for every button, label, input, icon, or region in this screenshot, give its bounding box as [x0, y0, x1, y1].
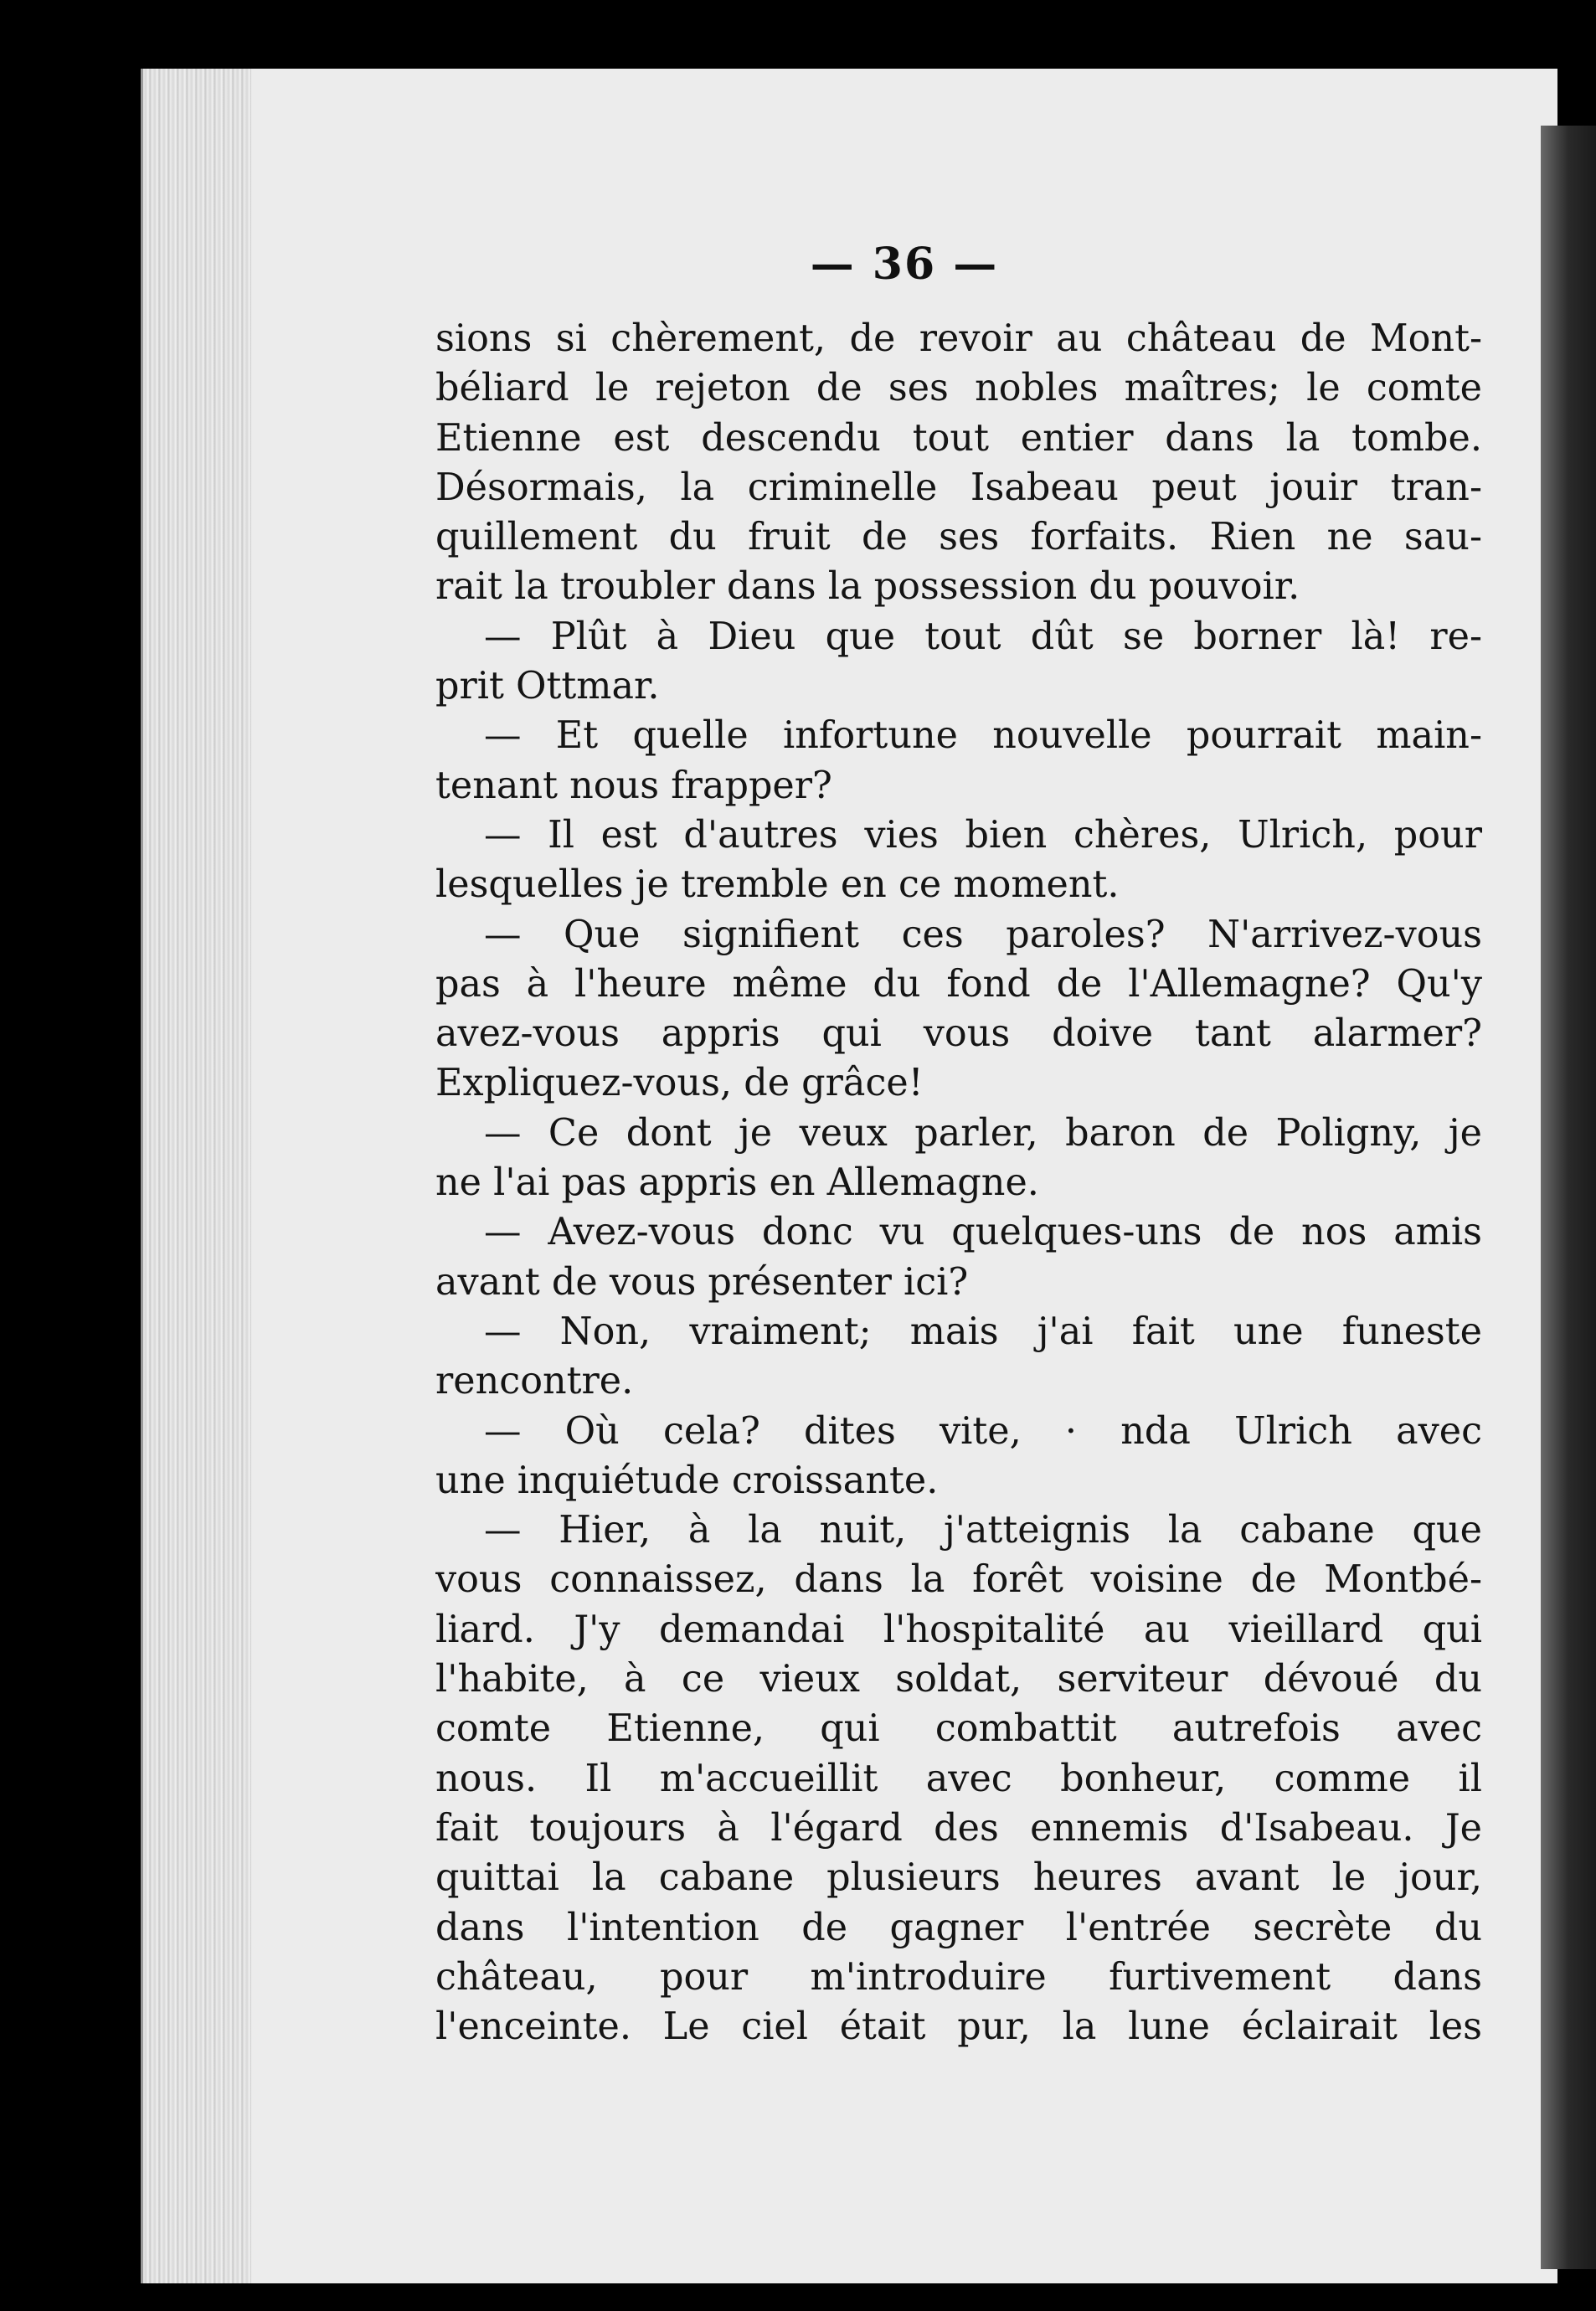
page-number: — 36 —: [810, 239, 999, 290]
text-line: lesquelles je tremble en ce moment.: [435, 863, 1120, 907]
text-line: — Où cela? dites vite, · nda Ulrich avec: [484, 1409, 1482, 1453]
text-line: avant de vous présenter ici?: [435, 1260, 969, 1304]
text-line: — Il est d'autres vies bien chères, Ulrich, pour: [484, 813, 1482, 857]
book-page-edges: [141, 69, 260, 2283]
text-line: quillement du fruit de ses forfaits. Rien ne sau-: [435, 516, 1482, 559]
text-line: ne l'ai pas appris en Allemagne.: [435, 1161, 1039, 1205]
text-line: fait toujours à l'égard des ennemis d'Isabeau. Je: [435, 1806, 1482, 1850]
text-line: Etienne est descendu tout entier dans la tombe.: [435, 416, 1482, 460]
text-line: vous connaissez, dans la forêt voisine de Montbé-: [435, 1558, 1482, 1602]
text-line: l'enceinte. Le ciel était pur, la lune éclairait les: [435, 2005, 1482, 2049]
text-line: une inquiétude croissante.: [435, 1459, 939, 1502]
binding-shadow: [1541, 126, 1596, 2269]
text-line: Désormais, la criminelle Isabeau peut jouir tran-: [435, 466, 1482, 509]
text-line: rencontre.: [435, 1360, 634, 1403]
text-line: prit Ottmar.: [435, 665, 660, 708]
text-line: Expliquez-vous, de grâce!: [435, 1062, 924, 1105]
text-line: avez-vous appris qui vous doive tant alarmer?: [435, 1012, 1482, 1056]
text-line: sions si chèrement, de revoir au château de Mont-: [435, 317, 1482, 360]
text-line: — Hier, à la nuit, j'atteignis la cabane que: [484, 1509, 1482, 1552]
body-text: [435, 314, 1482, 2051]
text-line: quittai la cabane plusieurs heures avant le jour,: [435, 1856, 1482, 1900]
text-line: l'habite, à ce vieux soldat, serviteur dévoué du: [435, 1658, 1482, 1701]
text-line: rait la troubler dans la possession du pouvoir.: [435, 565, 1300, 609]
text-line: liard. J'y demandai l'hospitalité au vieillard qui: [435, 1608, 1482, 1651]
text-line: — Et quelle infortune nouvelle pourrait main-: [484, 714, 1482, 758]
text-line: comte Etienne, qui combattit autrefois avec: [435, 1707, 1482, 1751]
text-line: tenant nous frapper?: [435, 764, 832, 807]
text-line: — Non, vraiment; mais j'ai fait une funeste: [484, 1310, 1482, 1353]
text-line: pas à l'heure même du fond de l'Allemagne? Qu'y: [435, 962, 1482, 1006]
text-line: — Ce dont je veux parler, baron de Poligny, je: [484, 1111, 1482, 1155]
text-line: béliard le rejeton de ses nobles maîtres; le comte: [435, 367, 1482, 410]
text-line: dans l'intention de gagner l'entrée secrète du: [435, 1906, 1482, 1949]
text-line: — Que signifient ces paroles? N'arrivez-vous: [484, 913, 1482, 956]
text-line: — Avez-vous donc vu quelques-uns de nos amis: [484, 1211, 1482, 1254]
text-line: — Plût à Dieu que tout dût se borner là! re-: [484, 615, 1482, 658]
text-line: nous. Il m'accueillit avec bonheur, comme il: [435, 1757, 1482, 1800]
text-line: château, pour m'introduire furtivement dans: [435, 1955, 1482, 1999]
